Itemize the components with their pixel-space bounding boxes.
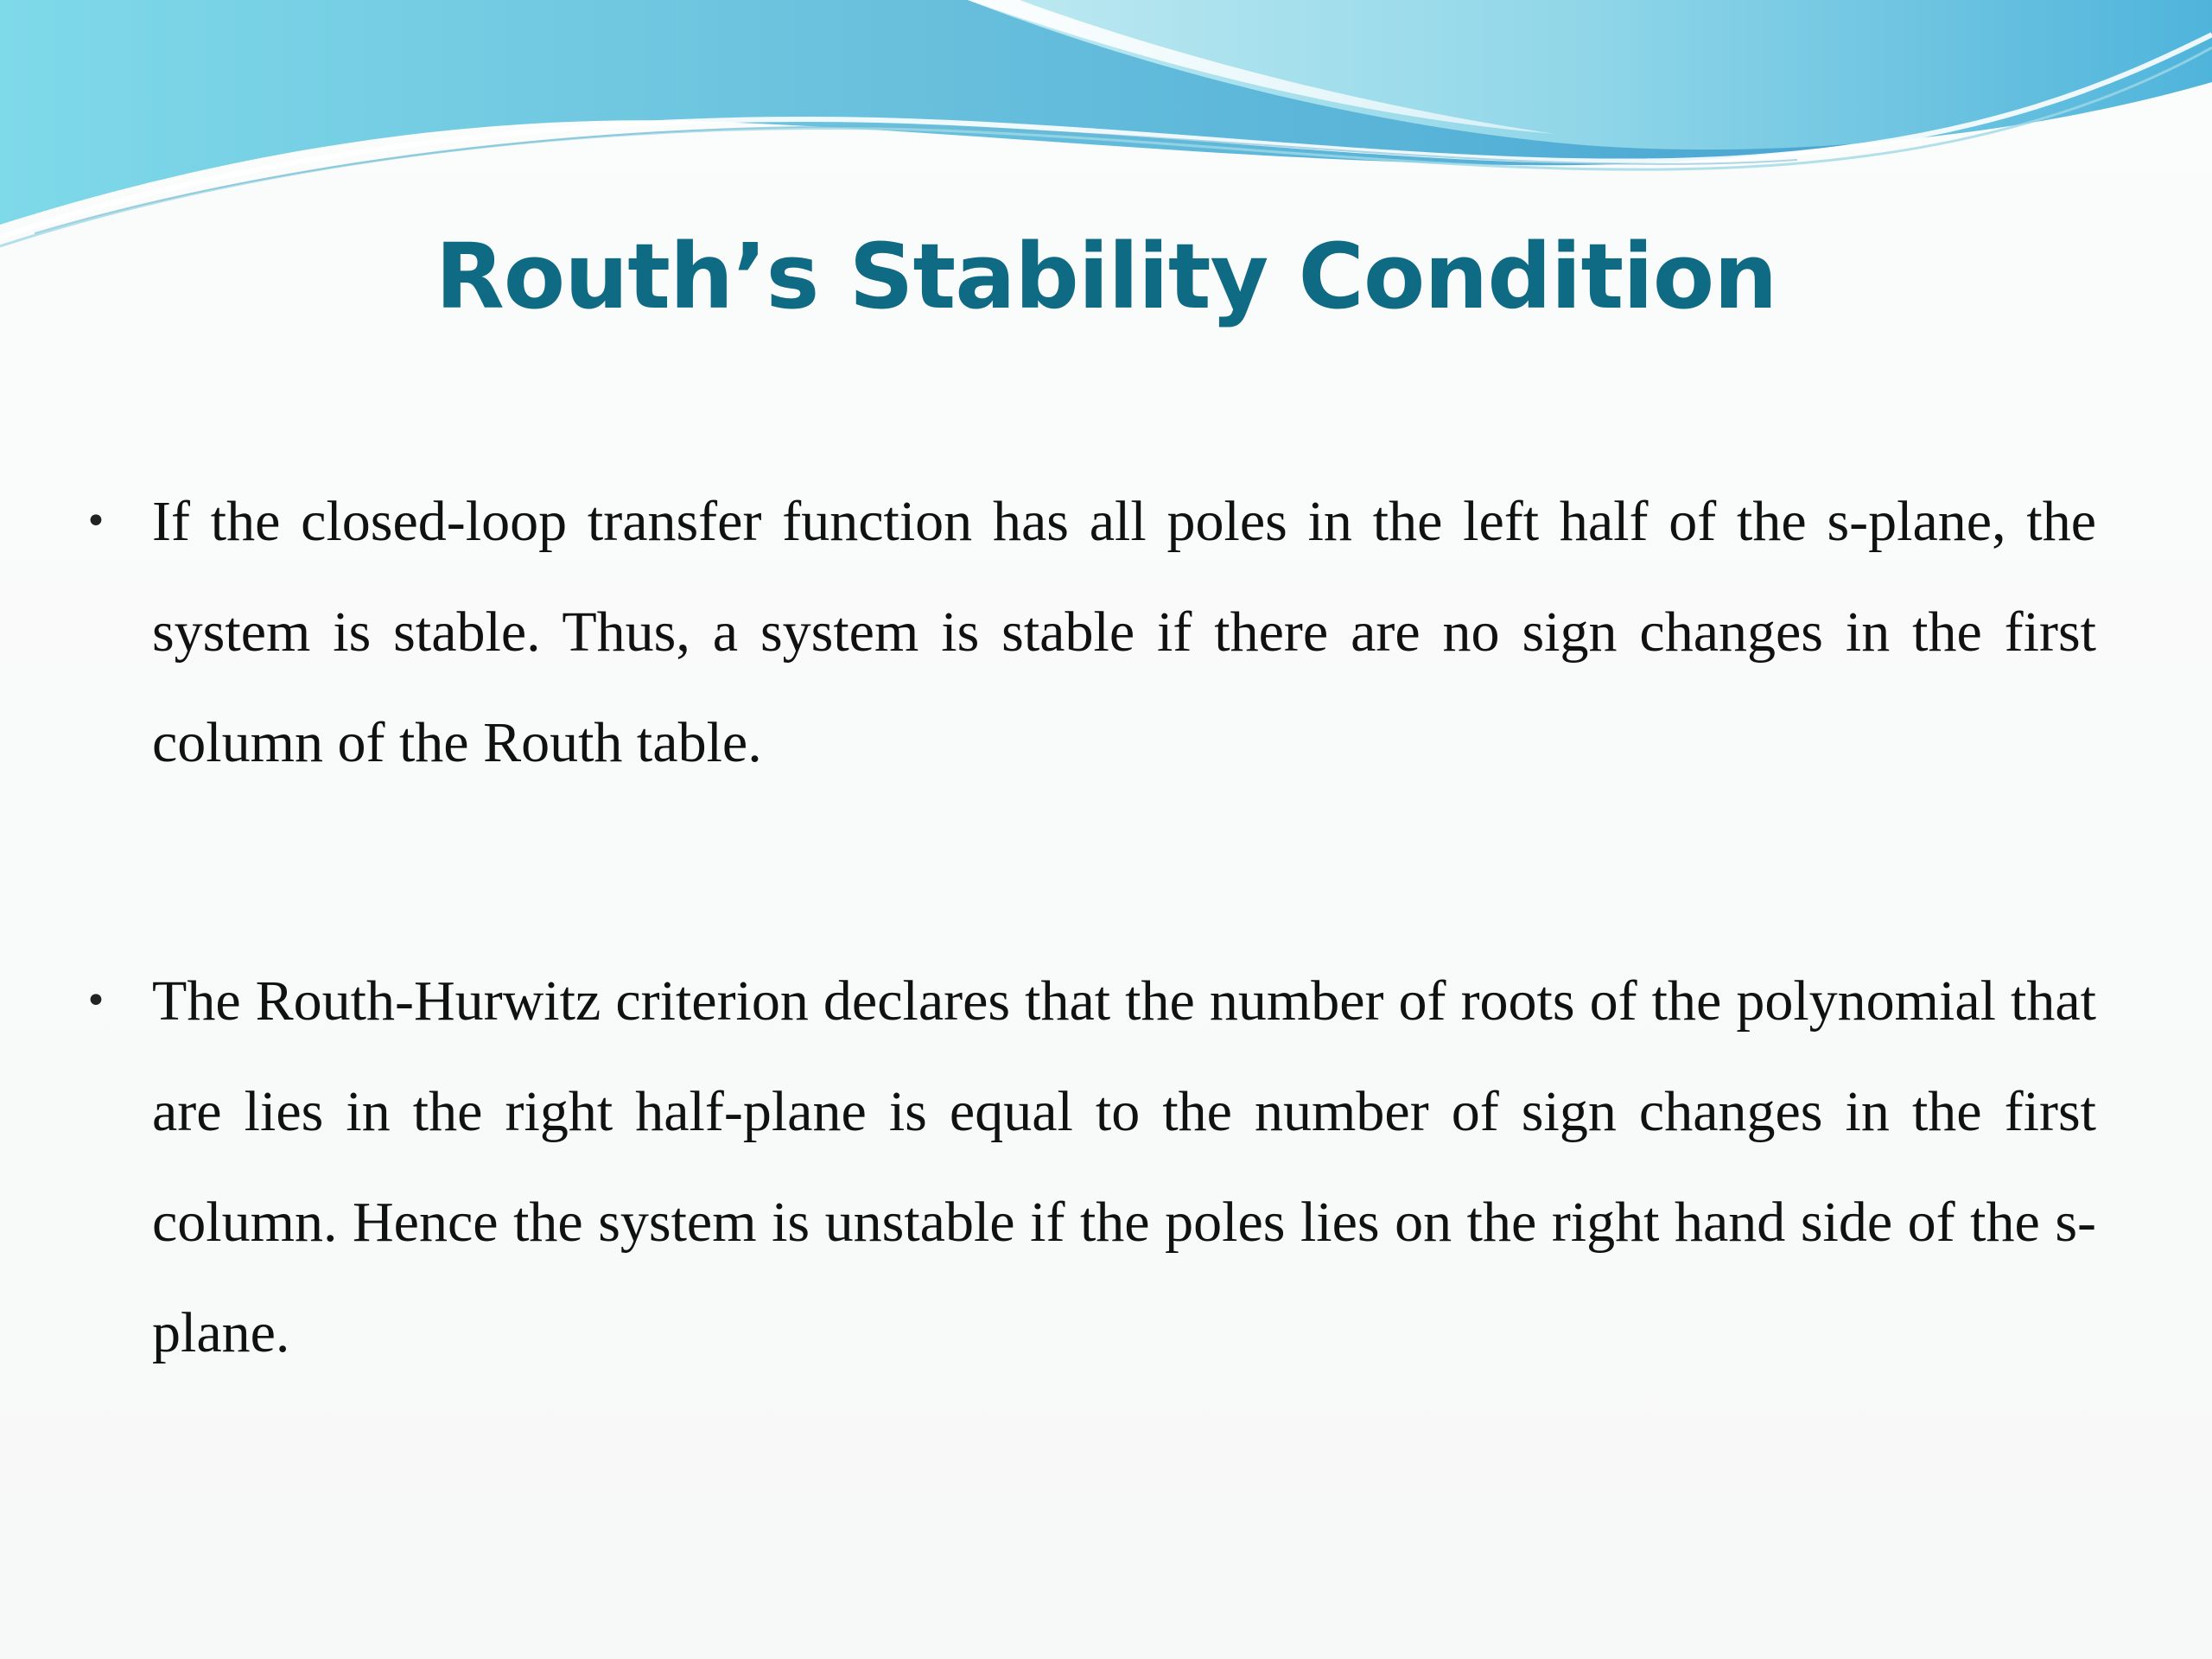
bullet-text: If the closed-loop transfer function has all poles in the left half of the s-plane, the system is stable. Thus, a system is stable if there are no sign changes in the first column of the Routh table. (152, 490, 2096, 774)
slide-title: Routh’s Stability Condition (435, 224, 1777, 329)
bullet-item (85, 946, 2096, 1389)
bullet-dot-icon: • (85, 979, 107, 1023)
bullet-dot-icon: • (85, 499, 107, 543)
bullet-text: The Routh-Hurwitz criterion declares that the number of roots of the polynomial that are lies in the right half-plane is equal to the number of sign changes in the first column. Hence the system is unstable if the poles lies on the right hand side of the s-plane. (152, 969, 2096, 1364)
bullet-item (85, 467, 2096, 798)
